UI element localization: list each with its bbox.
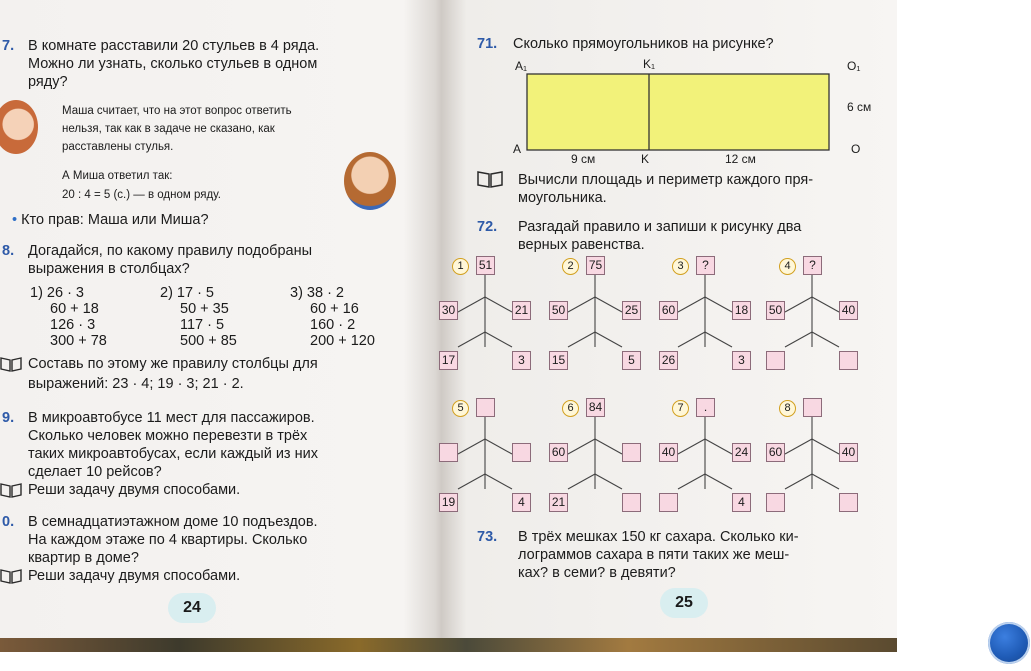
tree-top-box: ?	[696, 256, 715, 275]
expression: 60 + 18	[50, 301, 99, 317]
problem-7-number: 7.	[2, 38, 15, 54]
tree-bottom-left-box	[659, 493, 678, 512]
label-A1: A₁	[515, 59, 528, 73]
rectangle-figure	[505, 56, 897, 166]
tree-middle-left-box: 40	[659, 443, 678, 462]
label-O: O	[851, 142, 861, 156]
presentation-nav-button[interactable]	[988, 622, 1030, 664]
problem-10-number: 0.	[2, 514, 15, 530]
problem-8-line: выражения в столбцах?	[28, 261, 190, 277]
tree-middle-right-box	[622, 443, 641, 462]
problem-10-line: На каждом этаже по 4 квартиры. Сколько	[28, 532, 308, 548]
problem-7-line: Можно ли узнать, сколько стульев в одном	[28, 56, 318, 72]
tree-top-box: ?	[803, 256, 822, 275]
label-K1: K₁	[643, 57, 656, 71]
problem-73-line: лограммов сахара в пяти таких же меш-	[518, 547, 790, 563]
tree-middle-left-box: 60	[659, 301, 678, 320]
problem-72-number: 72.	[477, 219, 498, 235]
tree-bottom-right-box	[622, 493, 641, 512]
label-O1: O₁	[847, 59, 861, 73]
tree-middle-right-box: 40	[839, 443, 858, 462]
expression: 117 · 5	[180, 317, 225, 333]
book-icon	[477, 170, 503, 188]
tree-middle-right-box	[512, 443, 531, 462]
tree-top-box: .	[696, 398, 715, 417]
tree-number: 7	[672, 400, 689, 417]
rectangle-AA1O1O	[527, 74, 829, 150]
problem-71-task: Вычисли площадь и периметр каждого пря-	[518, 172, 814, 188]
page-number: 25	[660, 588, 708, 618]
tree-number: 6	[562, 400, 579, 417]
problem-73-line: В трёх мешках 150 кг сахара. Сколько ки-	[518, 529, 799, 545]
tree-top-box: 51	[476, 256, 495, 275]
problem-71-number: 71.	[477, 36, 498, 52]
tree-bottom-right-box	[839, 493, 858, 512]
tree-top-box	[803, 398, 822, 417]
book-icon	[0, 356, 22, 372]
tree-number: 4	[779, 258, 796, 275]
tree-number: 2	[562, 258, 579, 275]
problem-73-line: ках? в семи? в девяти?	[518, 565, 676, 581]
problem-8-number: 8.	[2, 243, 15, 259]
tree-middle-left-box: 30	[439, 301, 458, 320]
problem-10-task: Реши задачу двумя способами.	[28, 568, 241, 584]
tree-middle-left-box: 50	[766, 301, 785, 320]
tree-middle-right-box: 18	[732, 301, 751, 320]
tree-number: 8	[779, 400, 796, 417]
expression: 1) 26 · 3	[30, 285, 84, 301]
expression: 500 + 85	[180, 333, 237, 349]
problem-8-task: выражений: 23 · 4; 19 · 3; 21 · 2.	[28, 376, 244, 392]
problem-9-line: таких микроавтобусах, если каждый из них	[28, 446, 318, 462]
tree-bottom-left-box: 21	[549, 493, 568, 512]
misha-illustration	[344, 152, 396, 210]
page-25	[441, 0, 895, 640]
tree-middle-right-box: 40	[839, 301, 858, 320]
expression: 3) 38 · 2	[290, 285, 344, 301]
tree-bottom-left-box: 26	[659, 351, 678, 370]
problem-72-line: Разгадай правило и запиши к рисунку два	[518, 219, 802, 235]
tree-bottom-left-box	[766, 351, 785, 370]
tree-middle-right-box: 24	[732, 443, 751, 462]
tree-bottom-right-box: 4	[732, 493, 751, 512]
label-9cm: 9 см	[571, 152, 596, 166]
book-icon	[0, 568, 22, 584]
problem-7-line: ряду?	[28, 74, 68, 90]
problem-72-line: верных равенства.	[518, 237, 645, 253]
tree-middle-left-box: 50	[549, 301, 568, 320]
page-24	[0, 0, 440, 640]
masha-text: расставлены стулья.	[62, 141, 174, 153]
tree-bottom-right-box	[839, 351, 858, 370]
page-edge-stripe	[0, 638, 897, 652]
problem-7-question: • Кто прав: Маша или Миша?	[12, 212, 209, 228]
problem-8-line: Догадайся, по какому правилу подобраны	[28, 243, 313, 259]
tree-bottom-right-box: 5	[622, 351, 641, 370]
problem-73-number: 73.	[477, 529, 498, 545]
tree-number: 5	[452, 400, 469, 417]
tree-middle-left-box: 60	[766, 443, 785, 462]
label-K: K	[641, 152, 650, 166]
tree-bottom-right-box: 3	[512, 351, 531, 370]
misha-answer: 20 : 4 = 5 (с.) — в одном ряду.	[62, 189, 221, 201]
tree-top-box	[476, 398, 495, 417]
problem-9-line: В микроавтобусе 11 мест для пассажиров.	[28, 410, 315, 426]
masha-text: Маша считает, что на этот вопрос ответить	[62, 105, 292, 117]
tree-middle-left-box: 60	[549, 443, 568, 462]
label-12cm: 12 см	[725, 152, 756, 166]
tree-middle-right-box: 21	[512, 301, 531, 320]
problem-9-line: сделает 10 рейсов?	[28, 464, 162, 480]
problem-9-line: Сколько человек можно перевезти в трёх	[28, 428, 308, 444]
expression: 126 · 3	[50, 317, 96, 333]
tree-middle-left-box	[439, 443, 458, 462]
expression: 200 + 120	[310, 333, 375, 349]
expression: 160 · 2	[310, 317, 356, 333]
problem-9-number: 9.	[2, 410, 15, 426]
problem-7-line: В комнате расставили 20 стульев в 4 ряда.	[28, 38, 320, 54]
page-number: 24	[168, 593, 216, 623]
misha-text: А Миша ответил так:	[62, 170, 173, 182]
tree-top-box: 84	[586, 398, 605, 417]
label-A: A	[513, 142, 522, 156]
problem-10-line: квартир в доме?	[28, 550, 139, 566]
expression: 2) 17 · 5	[160, 285, 214, 301]
problem-10-line: В семнадцатиэтажном доме 10 подъездов.	[28, 514, 318, 530]
problem-9-task: Реши задачу двумя способами.	[28, 482, 241, 498]
problem-8-task: Составь по этому же правилу столбцы для	[28, 356, 318, 372]
tree-number: 3	[672, 258, 689, 275]
tree-bottom-left-box: 17	[439, 351, 458, 370]
tree-bottom-left-box: 19	[439, 493, 458, 512]
masha-text: нельзя, так как в задаче не сказано, как	[62, 123, 275, 135]
masha-illustration	[0, 100, 38, 154]
expression: 300 + 78	[50, 333, 107, 349]
label-6cm: 6 см	[847, 100, 872, 114]
tree-middle-right-box: 25	[622, 301, 641, 320]
expression: 50 + 35	[180, 301, 229, 317]
tree-number: 1	[452, 258, 469, 275]
tree-top-box: 75	[586, 256, 605, 275]
tree-bottom-right-box: 4	[512, 493, 531, 512]
book-icon	[0, 482, 22, 498]
tree-bottom-left-box: 15	[549, 351, 568, 370]
expression: 60 + 16	[310, 301, 359, 317]
tree-bottom-right-box: 3	[732, 351, 751, 370]
problem-71-task: моугольника.	[518, 190, 607, 206]
tree-bottom-left-box	[766, 493, 785, 512]
problem-71-question: Сколько прямоугольников на рисунке?	[513, 36, 774, 52]
